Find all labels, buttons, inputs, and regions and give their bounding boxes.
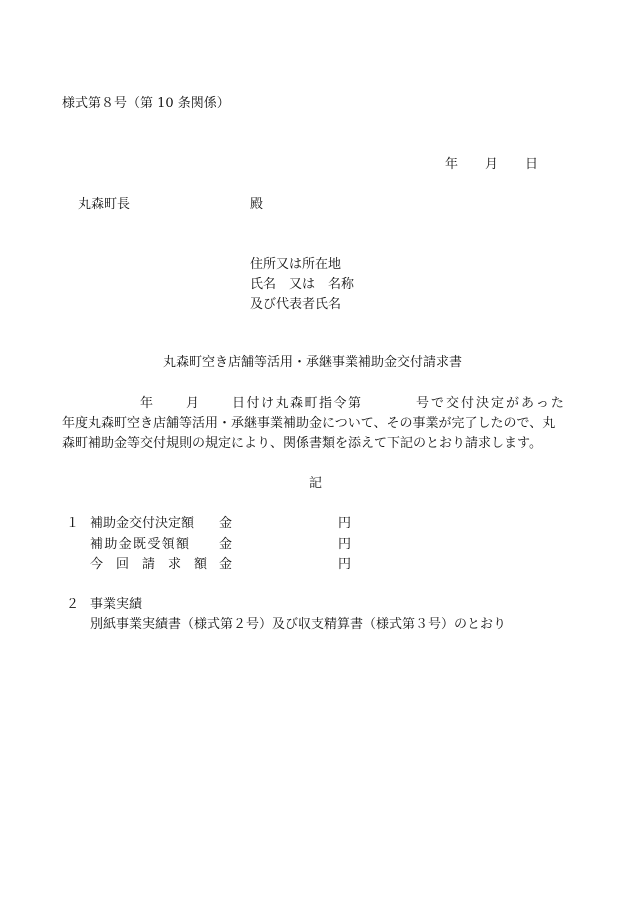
date-day-label: 日 xyxy=(525,157,539,172)
form-number: 様式第８号（第 10 条関係） xyxy=(62,96,230,111)
body-month-label: 月 xyxy=(186,396,200,411)
addressee-name: 丸森町長 xyxy=(78,197,131,212)
body-line-3: 森町補助金等交付規則の規定により、関係書類を添えて下記のとおり請求します。 xyxy=(62,436,542,451)
body-issue-suffix: 号で交付決定があった xyxy=(416,396,566,411)
applicant-name-label: 氏名 又は 名称 xyxy=(250,277,355,292)
document-title: 丸森町空き店舗等活用・承継事業補助金交付請求書 xyxy=(163,355,463,370)
body-paragraph xyxy=(62,414,568,454)
request-amount-unit: 円 xyxy=(338,557,352,572)
date-year-label: 年 xyxy=(445,157,459,172)
date-month-label: 月 xyxy=(485,157,499,172)
ki-label: 記 xyxy=(309,476,323,491)
section2-text: 別紙事業実績書（様式第２号）及び収支精算書（様式第３号）のとおり xyxy=(90,617,507,632)
section2-number: ２ xyxy=(66,597,80,612)
received-amount-prefix: 金 xyxy=(219,537,233,552)
request-amount-prefix: 金 xyxy=(219,557,233,572)
applicant-address-label: 住所又は所在地 xyxy=(250,257,342,272)
granted-amount-unit: 円 xyxy=(338,516,352,531)
addressee-honorific: 殿 xyxy=(250,197,264,212)
section2-heading: 事業実績 xyxy=(90,597,143,612)
body-date-suffix: 日付け丸森町指令第 xyxy=(232,396,363,411)
request-amount-label: 今 回 請 求 額 xyxy=(90,557,208,572)
body-year-label: 年 xyxy=(140,396,154,411)
granted-amount-label: 補助金交付決定額 xyxy=(90,516,195,531)
granted-amount-prefix: 金 xyxy=(219,516,233,531)
applicant-representative-label: 及び代表者氏名 xyxy=(250,297,342,312)
section1-number: １ xyxy=(66,516,80,531)
received-amount-label: 補 助 金 既 受 領 額 xyxy=(90,537,188,552)
body-line-2: 年度丸森町空き店舗等活用・承継事業補助金について、その事業が完了したので、丸 xyxy=(62,416,556,431)
received-amount-unit: 円 xyxy=(338,537,352,552)
